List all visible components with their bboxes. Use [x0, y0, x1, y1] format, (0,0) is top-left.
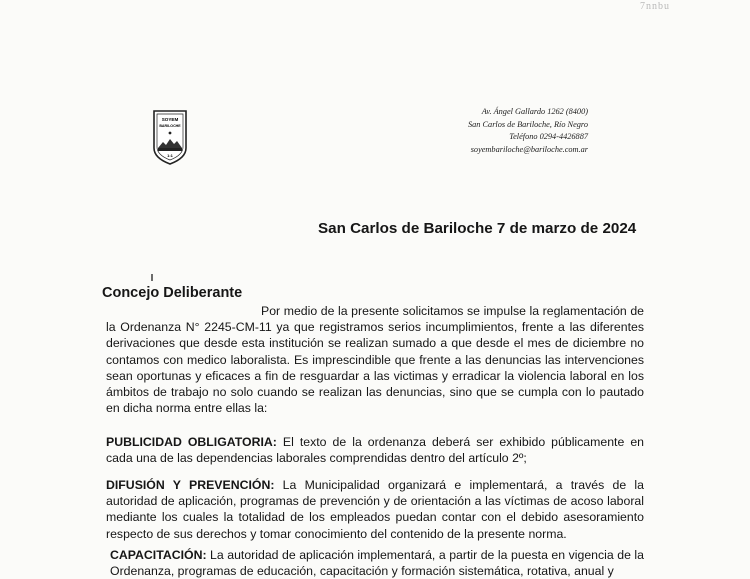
logo-text-top: SOYEM	[161, 117, 179, 122]
item-heading: PUBLICIDAD OBLIGATORIA:	[106, 435, 277, 449]
logo-text-mid: BARILOCHE	[159, 124, 181, 128]
date-line: San Carlos de Bariloche 7 de marzo de 2024	[318, 220, 637, 237]
item-heading: CAPACITACIÓN:	[110, 548, 207, 562]
margin-mark	[151, 274, 153, 281]
item-text: El texto de la ordenanza deberá ser exhibido públicamente en cada una de las dependencias laborales comprendidas dentro del artículo 2º;	[106, 435, 645, 466]
item-publicidad	[106, 434, 644, 466]
phone-line: Teléfono 0294-4426887	[509, 132, 588, 141]
item-text: La autoridad de aplicación implementará, a partir de la puesta en vigencia de la Ordenanza, programas de educación, capacitación y formación sistemática, rotativa, anual y	[110, 548, 644, 579]
item-difusion	[106, 477, 644, 542]
letterhead-address	[416, 106, 588, 144]
intro-paragraph: Por medio de la presente solicitamos se impulse la reglamentación de la Ordenanza N° 2245-CM-11 ya que registramos serios incumplimientos, frente a las diferentes derivaciones que desde esta institución se realizan sumado a que desde el mes de diciembre no contamos con medico laboralista. Es imprescindible que frente a las denuncias las intervenciones sean oportunas y eficaces a fin de resguardar a las victimas y erradicar la violencia laboral en los ámbitos de trabajo no solo cuando se realizan las denuncias, sino que se cumpla con lo pautado en dicha norma entre ellas la:	[106, 304, 644, 416]
letterhead-email: soyembariloche@bariloche.com.ar	[470, 145, 588, 154]
item-capacitacion	[110, 547, 644, 579]
corner-annotation: 7nnbu	[640, 1, 670, 12]
recipient-heading: Concejo Deliberante	[102, 285, 243, 301]
address-line-1: Av. Ángel Gallardo 1262 (8400)	[481, 107, 588, 116]
item-text: La Municipalidad organizará e implementará, a través de la autoridad de aplicación, programas de prevención y de orientación a las víctimas de acoso laboral mediante los cuales la totalidad de los empleados puedan contar con el debido asesoramiento respecto de sus derechos y tomar conocimiento del contenido de la presente norma.	[106, 478, 644, 541]
logo-text-bottom: 1:1	[167, 153, 173, 158]
union-logo	[150, 108, 190, 166]
item-heading: DIFUSIÓN Y PREVENCIÓN:	[106, 478, 275, 492]
address-line-2: San Carlos de Bariloche, Río Negro	[468, 119, 588, 129]
